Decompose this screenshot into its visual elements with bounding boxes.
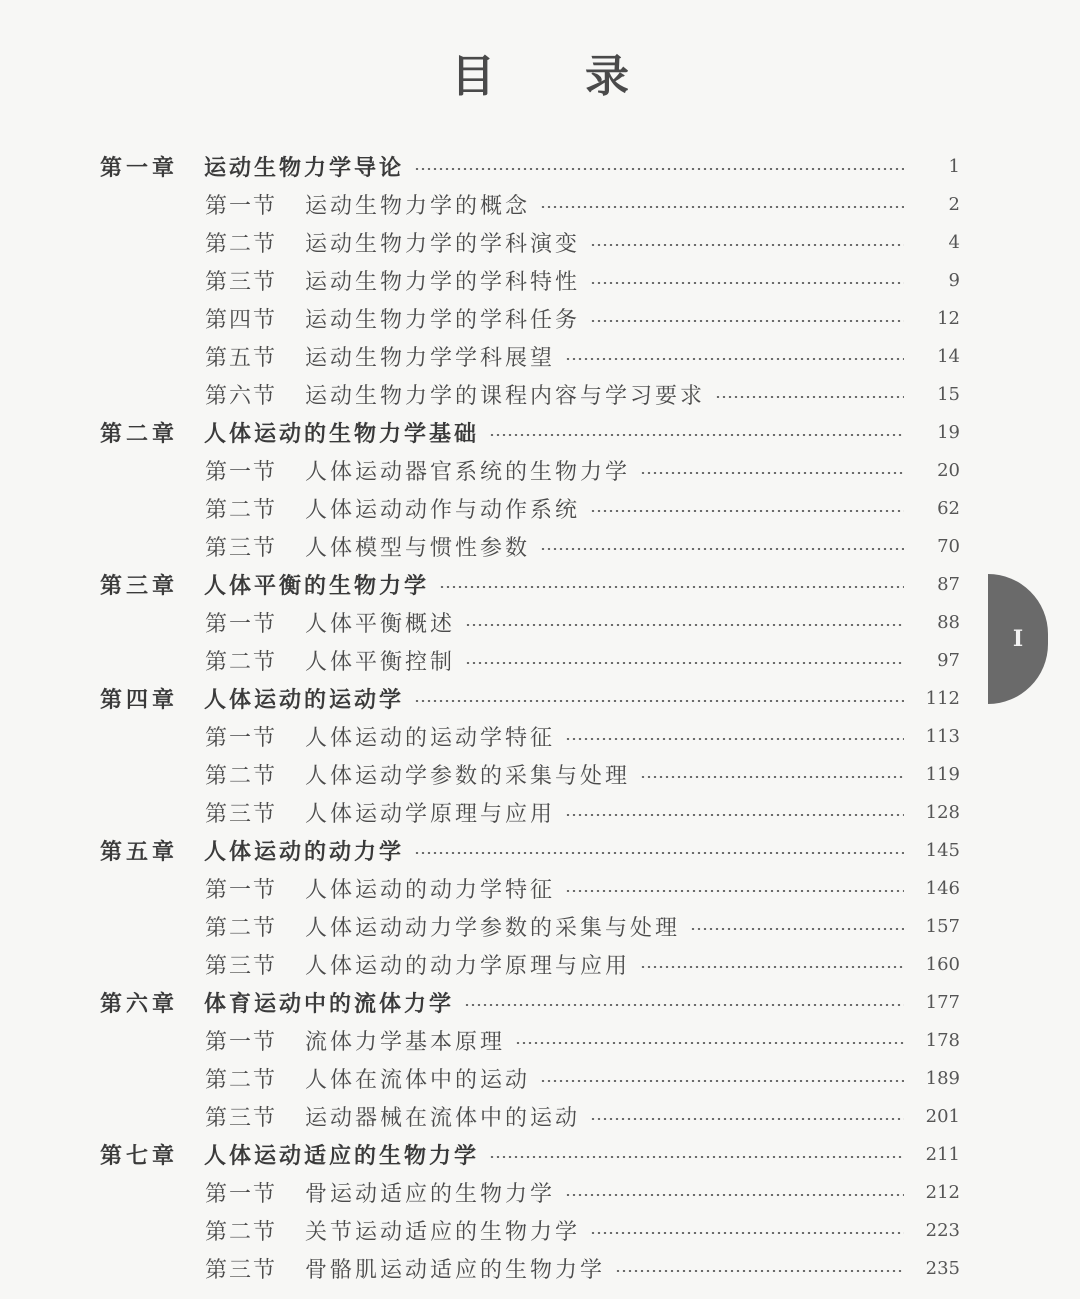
toc-section-row[interactable] (0, 1097, 1080, 1135)
toc-chapter-row[interactable] (0, 983, 1080, 1021)
dot-leader (565, 1194, 904, 1196)
toc-entry-number: 第三节 (205, 535, 278, 561)
dot-leader (640, 966, 904, 968)
dot-leader (515, 1042, 904, 1044)
toc-entry-title: 人体运动的运动学特征 (305, 725, 556, 751)
toc-page-number: 70 (937, 535, 960, 557)
toc-entry-number: 第三节 (205, 269, 278, 295)
dot-leader (465, 624, 904, 626)
dot-leader (540, 548, 904, 550)
toc-section-row[interactable] (0, 337, 1080, 375)
toc-entry-number: 第一节 (205, 877, 278, 903)
toc-page-number: 4 (948, 231, 960, 253)
dot-leader (565, 814, 904, 816)
toc-page-number: 157 (925, 915, 960, 937)
toc-section-row[interactable] (0, 1249, 1080, 1287)
toc-page-number: 160 (925, 953, 960, 975)
toc-page-number: 62 (937, 497, 960, 519)
toc-entry-title: 运动生物力学的学科任务 (305, 307, 581, 333)
toc-section-row[interactable] (0, 375, 1080, 413)
toc-page-number: 88 (937, 611, 960, 633)
toc-entry-number: 第一节 (205, 611, 278, 637)
toc-page-number: 14 (937, 345, 960, 367)
toc-entry-number: 第三节 (205, 953, 278, 979)
dot-leader (590, 1232, 904, 1234)
toc-section-row[interactable] (0, 1173, 1080, 1211)
toc-page-number: 9 (948, 269, 960, 291)
toc-entry-number: 第一节 (205, 459, 278, 485)
toc-entry-title: 运动生物力学导论 (204, 155, 405, 181)
toc-entry-number: 第一节 (205, 1181, 278, 1207)
toc-page-number: 128 (925, 801, 960, 823)
dot-leader (615, 1270, 904, 1272)
toc-section-row[interactable] (0, 1059, 1080, 1097)
toc-entry-number: 第二节 (205, 497, 278, 523)
table-of-contents (0, 147, 1080, 1287)
toc-entry-title: 流体力学基本原理 (305, 1029, 506, 1055)
dot-leader (590, 282, 904, 284)
toc-page-number: 2 (948, 193, 960, 215)
toc-entry-title: 人体平衡的生物力学 (204, 573, 430, 599)
toc-chapter-row[interactable] (0, 413, 1080, 451)
dot-leader (640, 472, 904, 474)
toc-entry-title: 人体运动学原理与应用 (305, 801, 556, 827)
toc-section-row[interactable] (0, 755, 1080, 793)
dot-leader (590, 244, 904, 246)
toc-entry-number: 第四节 (205, 307, 278, 333)
toc-section-row[interactable] (0, 907, 1080, 945)
toc-entry-number: 第二节 (205, 763, 278, 789)
toc-entry-title: 骨运动适应的生物力学 (305, 1181, 556, 1207)
toc-section-row[interactable] (0, 641, 1080, 679)
toc-entry-number: 第三章 (100, 573, 179, 599)
toc-entry-title: 运动器械在流体中的运动 (305, 1105, 581, 1131)
toc-entry-title: 人体运动动作与动作系统 (305, 497, 581, 523)
toc-entry-number: 第一节 (205, 193, 278, 219)
toc-entry-number: 第二节 (205, 1219, 278, 1245)
toc-entry-title: 关节运动适应的生物力学 (305, 1219, 581, 1245)
toc-entry-number: 第三节 (205, 1105, 278, 1131)
toc-page-number: 201 (925, 1105, 960, 1127)
dot-leader (565, 890, 904, 892)
toc-section-row[interactable] (0, 489, 1080, 527)
toc-page-number: 211 (925, 1143, 960, 1165)
toc-page-number: 1 (948, 155, 960, 177)
dot-leader (565, 738, 904, 740)
toc-page-number: 12 (937, 307, 960, 329)
toc-chapter-row[interactable] (0, 565, 1080, 603)
toc-entry-number: 第六章 (100, 991, 179, 1017)
toc-entry-title: 人体模型与惯性参数 (305, 535, 531, 561)
toc-page-number: 145 (925, 839, 960, 861)
toc-entry-title: 人体运动适应的生物力学 (204, 1143, 480, 1169)
toc-entry-title: 人体运动的动力学特征 (305, 877, 556, 903)
toc-entry-title: 人体平衡概述 (305, 611, 456, 637)
toc-section-row[interactable] (0, 299, 1080, 337)
toc-entry-number: 第四章 (100, 687, 179, 713)
toc-entry-title: 人体运动的动力学原理与应用 (305, 953, 631, 979)
toc-entry-number: 第五章 (100, 839, 179, 865)
toc-entry-title: 运动生物力学的学科特性 (305, 269, 581, 295)
dot-leader (590, 510, 904, 512)
toc-entry-title: 人体运动动力学参数的采集与处理 (305, 915, 681, 941)
toc-section-row[interactable] (0, 869, 1080, 907)
toc-entry-number: 第三节 (205, 1257, 278, 1283)
dot-leader (414, 700, 904, 702)
toc-page-number: 235 (925, 1257, 960, 1279)
toc-page-number: 189 (925, 1067, 960, 1089)
toc-chapter-row[interactable] (0, 831, 1080, 869)
toc-section-row[interactable] (0, 451, 1080, 489)
toc-section-row[interactable] (0, 185, 1080, 223)
toc-section-row[interactable] (0, 527, 1080, 565)
toc-chapter-row[interactable] (0, 1135, 1080, 1173)
toc-entry-title: 运动生物力学的学科演变 (305, 231, 581, 257)
toc-chapter-row[interactable] (0, 679, 1080, 717)
toc-entry-number: 第一节 (205, 725, 278, 751)
dot-leader (590, 1118, 904, 1120)
dot-leader (464, 1004, 904, 1006)
toc-entry-title: 运动生物力学学科展望 (305, 345, 556, 371)
toc-page-number: 87 (937, 573, 960, 595)
toc-section-row[interactable] (0, 603, 1080, 641)
toc-page-number: 146 (925, 877, 960, 899)
toc-section-row[interactable] (0, 945, 1080, 983)
toc-entry-number: 第六节 (205, 383, 278, 409)
toc-entry-title: 人体运动的运动学 (204, 687, 405, 713)
toc-entry-number: 第二章 (100, 421, 179, 447)
toc-entry-number: 第五节 (205, 345, 278, 371)
toc-entry-number: 第二节 (205, 231, 278, 257)
dot-leader (414, 852, 904, 854)
toc-page-number: 15 (937, 383, 960, 405)
toc-section-row[interactable] (0, 793, 1080, 831)
toc-entry-number: 第二节 (205, 649, 278, 675)
dot-leader (465, 662, 904, 664)
dot-leader (540, 1080, 904, 1082)
toc-page-number: 113 (925, 725, 960, 747)
dot-leader (565, 358, 904, 360)
toc-page-number: 178 (925, 1029, 960, 1051)
toc-section-row[interactable] (0, 223, 1080, 261)
toc-entry-title: 人体运动器官系统的生物力学 (305, 459, 631, 485)
toc-entry-title: 人体运动的动力学 (204, 839, 405, 865)
toc-page-number: 97 (937, 649, 960, 671)
toc-page-number: 212 (925, 1181, 960, 1203)
toc-entry-title: 运动生物力学的概念 (305, 193, 531, 219)
dot-leader (540, 206, 904, 208)
dot-leader (690, 928, 904, 930)
toc-section-row[interactable] (0, 261, 1080, 299)
page-title: 目录 (451, 51, 719, 102)
section-tab-label: I (1012, 626, 1024, 652)
toc-entry-title: 骨骼肌运动适应的生物力学 (305, 1257, 606, 1283)
dot-leader (439, 586, 904, 588)
toc-entry-number: 第一章 (100, 155, 179, 181)
toc-entry-number: 第二节 (205, 915, 278, 941)
toc-page-number: 119 (925, 763, 960, 785)
dot-leader (489, 1156, 904, 1158)
toc-entry-number: 第一节 (205, 1029, 278, 1055)
toc-section-row[interactable] (0, 717, 1080, 755)
toc-page-number: 223 (925, 1219, 960, 1241)
toc-entry-title: 人体运动的生物力学基础 (204, 421, 480, 447)
toc-page-number: 19 (937, 421, 960, 443)
toc-page-number: 112 (925, 687, 960, 709)
toc-entry-number: 第七章 (100, 1143, 179, 1169)
toc-section-row[interactable] (0, 1021, 1080, 1059)
dot-leader (640, 776, 904, 778)
toc-chapter-row[interactable] (0, 147, 1080, 185)
toc-entry-title: 人体在流体中的运动 (305, 1067, 531, 1093)
dot-leader (715, 396, 904, 398)
toc-entry-title: 人体运动学参数的采集与处理 (305, 763, 631, 789)
toc-entry-number: 第三节 (205, 801, 278, 827)
dot-leader (590, 320, 904, 322)
toc-entry-title: 运动生物力学的课程内容与学习要求 (305, 383, 706, 409)
toc-page-number: 177 (925, 991, 960, 1013)
toc-entry-title: 人体平衡控制 (305, 649, 456, 675)
toc-page-number: 20 (937, 459, 960, 481)
dot-leader (414, 168, 904, 170)
toc-entry-number: 第二节 (205, 1067, 278, 1093)
toc-section-row[interactable] (0, 1211, 1080, 1249)
toc-entry-title: 体育运动中的流体力学 (204, 991, 455, 1017)
dot-leader (489, 434, 904, 436)
